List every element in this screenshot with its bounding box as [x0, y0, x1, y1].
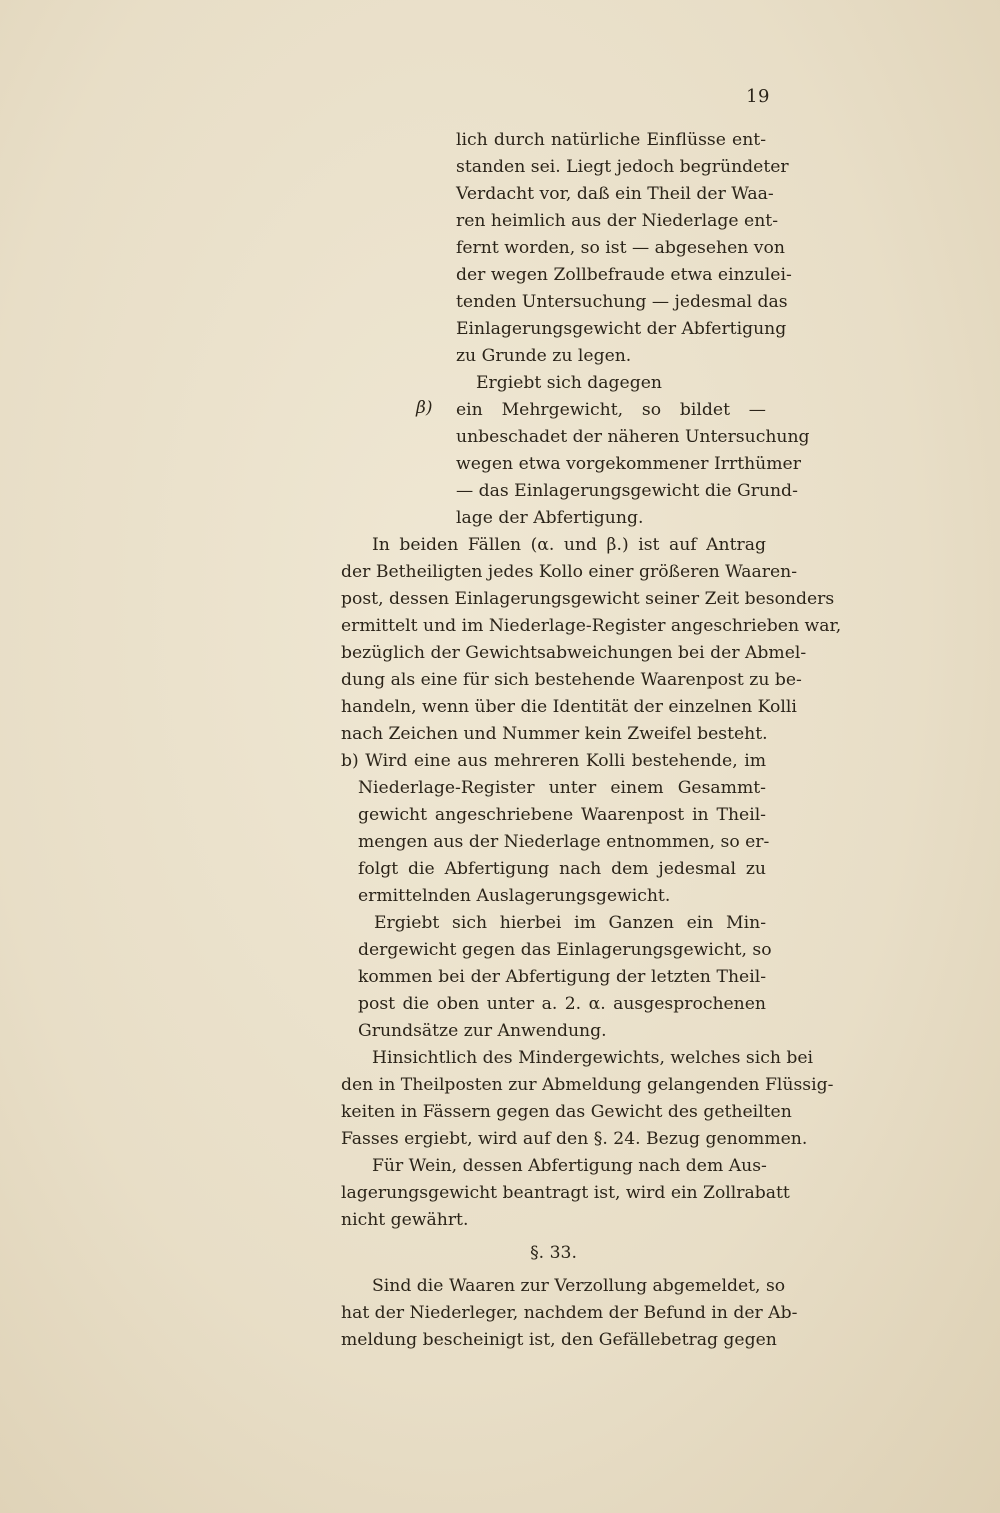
text-line: lage der Abfertigung. — [456, 508, 644, 528]
sub-item-marker: β) — [416, 398, 433, 418]
text-line: der wegen Zollbefraude etwa einzulei- — [456, 265, 792, 285]
text-line: Ergiebt sich hierbei im Ganzen ein Min- — [374, 913, 766, 933]
text-line: Für Wein, dessen Abfertigung nach dem Aus- — [372, 1156, 767, 1176]
text-line: Sind die Waaren zur Verzollung abgemeldet, so — [372, 1276, 786, 1296]
text-line: kommen bei der Abfertigung der letzten Theil- — [358, 967, 766, 987]
text-line: b) Wird eine aus mehreren Kolli bestehende, im — [341, 751, 766, 771]
text-line: post, dessen Einlagerungsgewicht seiner Zeit besonders — [341, 589, 835, 609]
text-line: Hinsichtlich des Mindergewichts, welches sich bei — [372, 1048, 814, 1068]
text-line: ein Mehrgewicht, so bildet — — [456, 400, 766, 420]
text-line: ermittelt und im Niederlage-Register angeschrieben war, — [341, 616, 842, 636]
text-line: Einlagerungsgewicht der Abfertigung — [456, 319, 787, 339]
text-line: der Betheiligten jedes Kollo einer größeren Waaren- — [341, 562, 798, 582]
text-line: Niederlage-Register unter einem Gesammt- — [358, 778, 766, 798]
text-line: meldung bescheinigt ist, den Gefällebetrag gegen — [341, 1330, 777, 1350]
text-line: gewicht angeschriebene Waarenpost in Theil- — [358, 805, 766, 825]
text-line: In beiden Fällen (α. und β.) ist auf Antrag — [372, 535, 766, 555]
text-line: unbeschadet der näheren Untersuchung — [456, 427, 810, 447]
text-line: zu Grunde zu legen. — [456, 346, 632, 366]
page-number: 19 — [746, 86, 770, 107]
text-line: Ergiebt sich dagegen — [476, 373, 662, 393]
text-line: dergewicht gegen das Einlagerungsgewicht, so — [358, 940, 772, 960]
text-line: nach Zeichen und Nummer kein Zweifel besteht. — [341, 724, 768, 744]
text-line: den in Theilposten zur Abmeldung gelangenden Flüssig- — [341, 1075, 834, 1095]
text-line: — das Einlagerungsgewicht die Grund- — [456, 481, 798, 501]
text-line: standen sei. Liegt jedoch begründeter — [456, 157, 789, 177]
text-line: mengen aus der Niederlage entnommen, so er- — [358, 832, 770, 852]
text-line: handeln, wenn über die Identität der einzelnen Kolli — [341, 697, 797, 717]
text-line: ermittelnden Auslagerungsgewicht. — [358, 886, 671, 906]
text-line: lich durch natürliche Einflüsse ent- — [456, 130, 766, 150]
text-line: Grundsätze zur Anwendung. — [358, 1021, 607, 1041]
text-line: ren heimlich aus der Niederlage ent- — [456, 211, 778, 231]
text-line: nicht gewährt. — [341, 1210, 469, 1230]
text-line: folgt die Abfertigung nach dem jedesmal zu — [358, 859, 766, 879]
text-line: dung als eine für sich bestehende Waarenpost zu be- — [341, 670, 802, 690]
section-heading: §. 33. — [530, 1243, 577, 1263]
text-line: lagerungsgewicht beantragt ist, wird ein Zollrabatt — [341, 1183, 790, 1203]
text-line: wegen etwa vorgekommener Irrthümer — [456, 454, 801, 474]
text-line: Verdacht vor, daß ein Theil der Waa- — [456, 184, 774, 204]
text-line: bezüglich der Gewichtsabweichungen bei der Abmel- — [341, 643, 807, 663]
text-line: tenden Untersuchung — jedesmal das — [456, 292, 788, 312]
text-line: fernt worden, so ist — abgesehen von — [456, 238, 785, 258]
text-line: post die oben unter a. 2. α. ausgesprochenen — [358, 994, 766, 1014]
text-line: hat der Niederleger, nachdem der Befund in der Ab- — [341, 1303, 798, 1323]
text-line: keiten in Fässern gegen das Gewicht des getheilten — [341, 1102, 792, 1122]
text-line: Fasses ergiebt, wird auf den §. 24. Bezug genommen. — [341, 1129, 808, 1149]
